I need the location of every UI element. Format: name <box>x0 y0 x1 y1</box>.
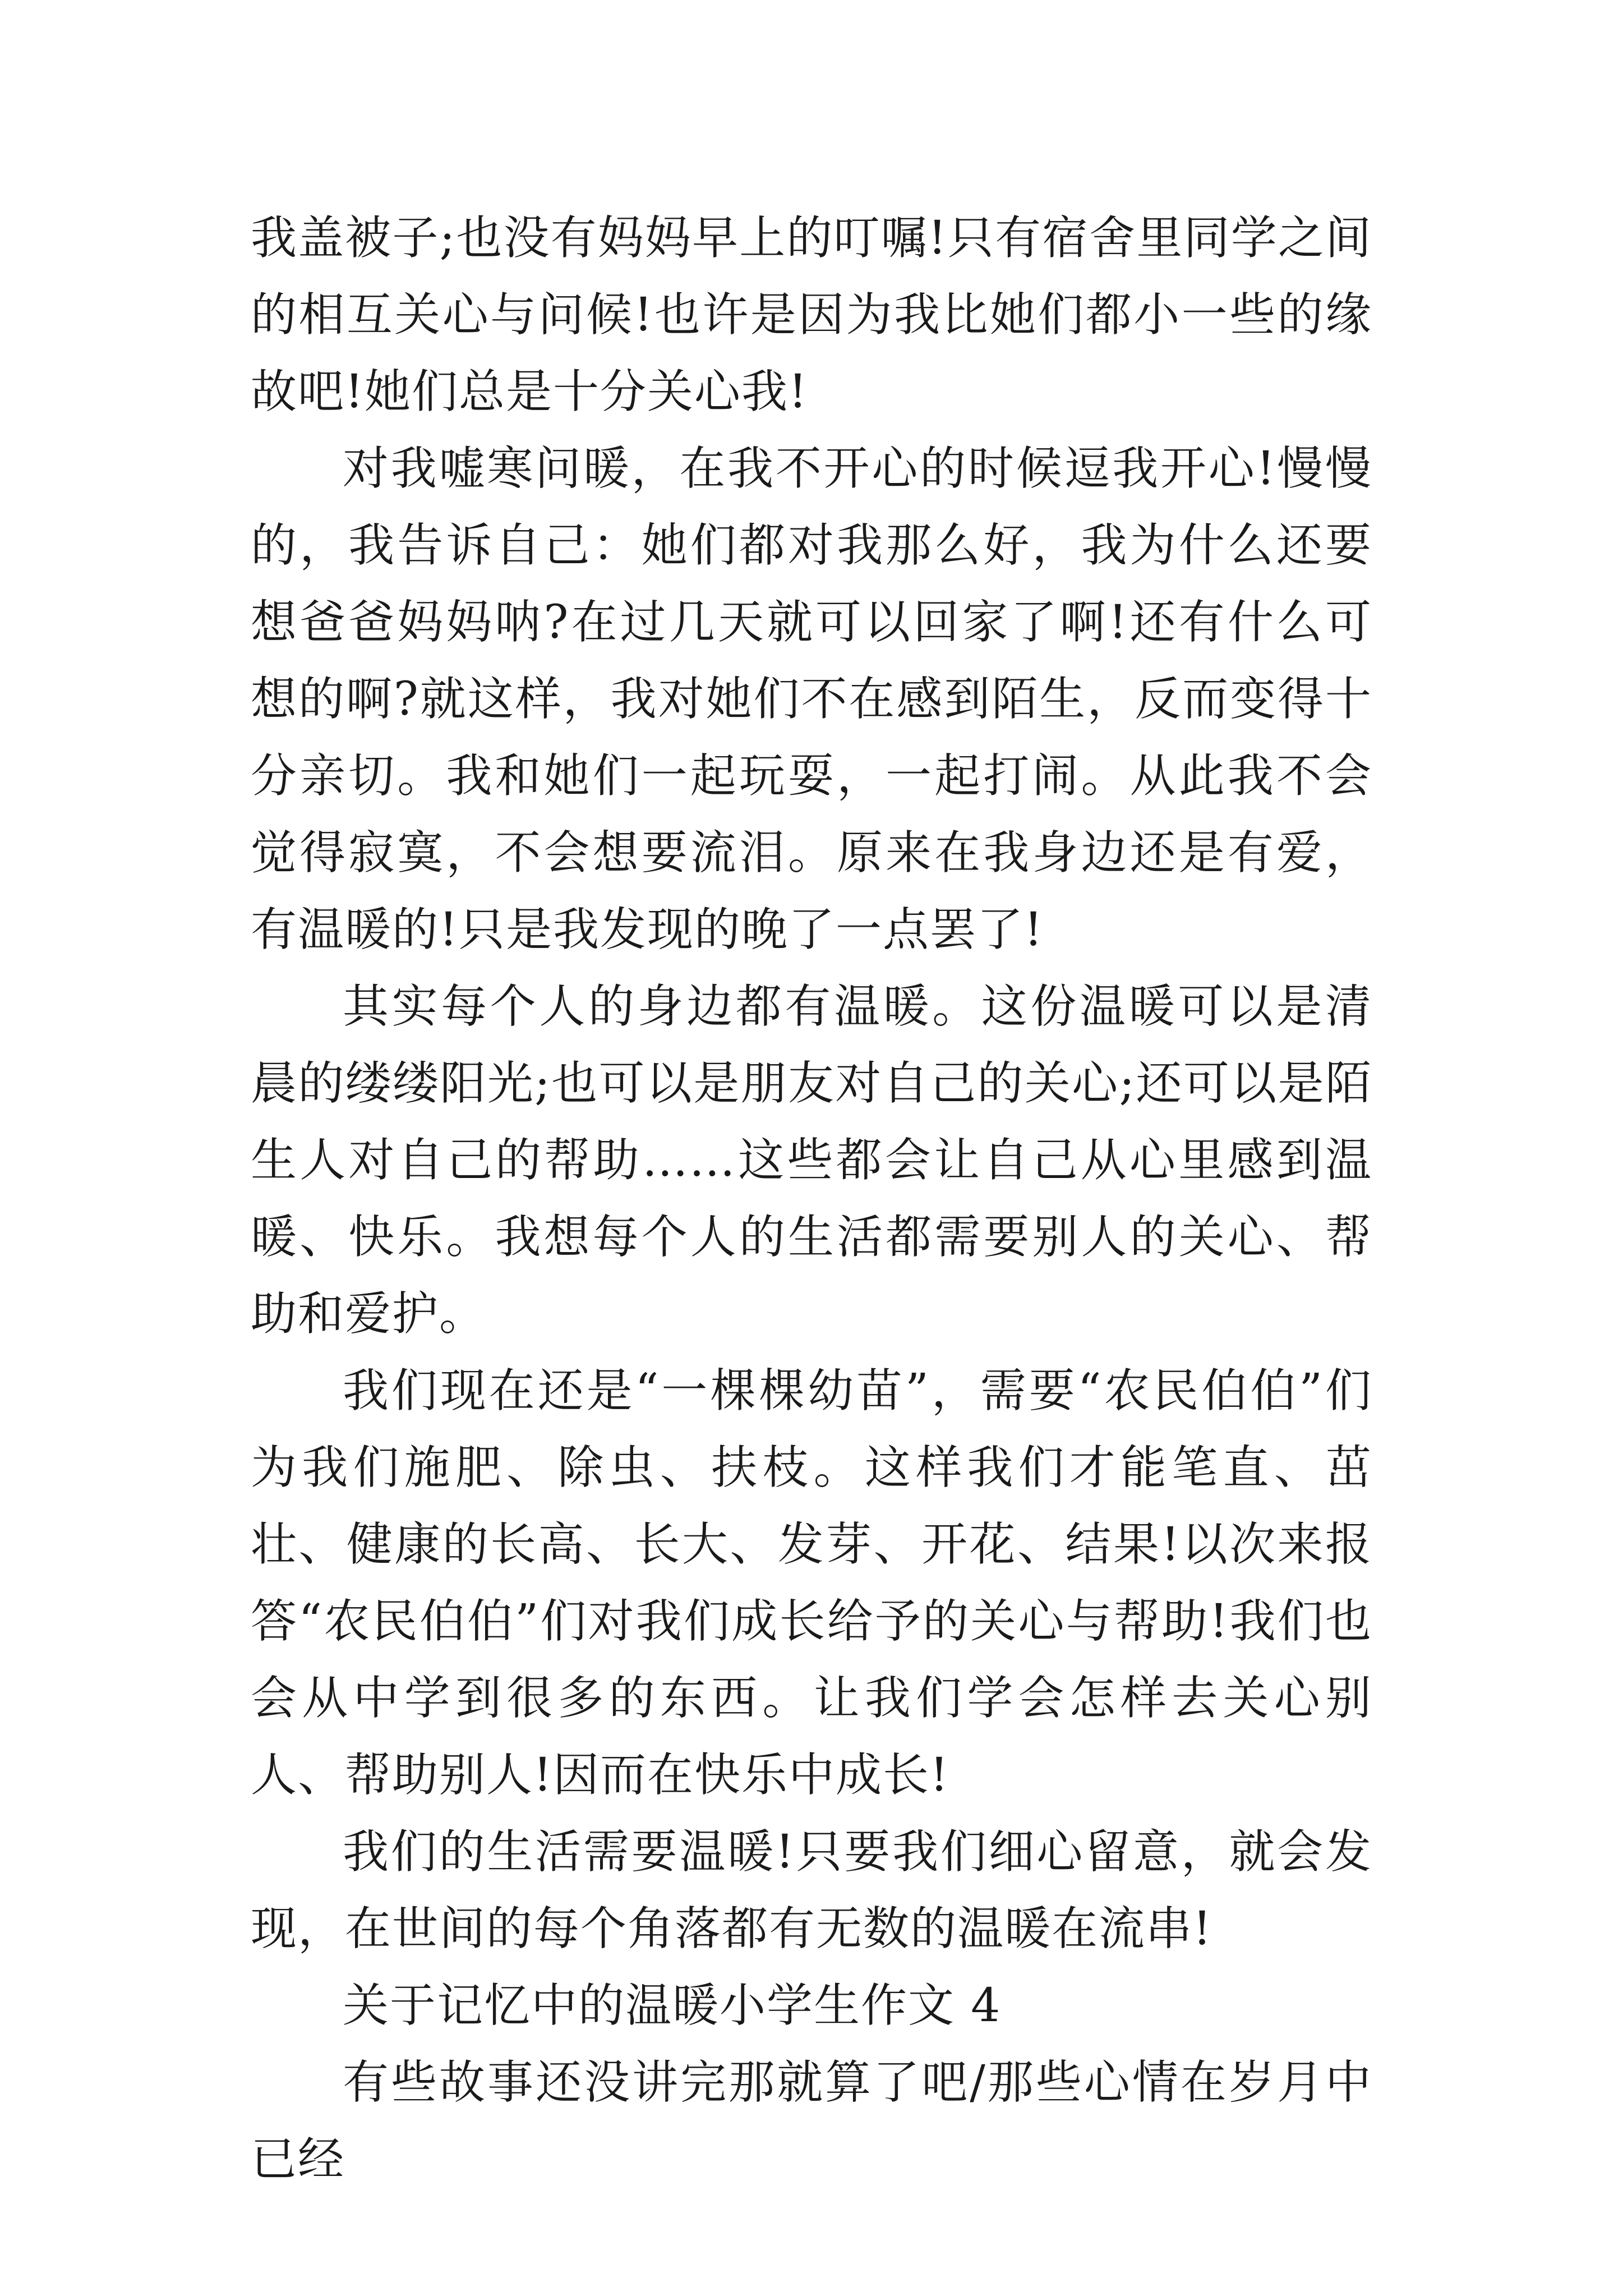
paragraph-2: 对我嘘寒问暖，在我不开心的时候逗我开心!慢慢的，我告诉自己：她们都对我那么好，我为什么还要想爸爸妈妈呐?在过几天就可以回家了啊!还有什么可想的啊?就这样，我对她们不在感到陌生，反而变得十分亲切。我和她们一起玩耍，一起打闹。从此我不会觉得寂寞，不会想要流泪。原来在我身边还是有爱，有温暖的!只是我发现的晚了一点罢了! <box>251 442 1372 956</box>
paragraph-4: 我们现在还是“一棵棵幼苗”，需要“农民伯伯”们为我们施肥、除虫、扶枝。这样我们才能笔直、茁壮、健康的长高、长大、发芽、开花、结果!以次来报答“农民伯伯”们对我们成长给予的关心与帮助!我们也会从中学到很多的东西。让我们学会怎样去关心别人、帮助别人!因而在快乐中成长! <box>251 1364 1372 1802</box>
paragraph-1: 我盖被子;也没有妈妈早上的叮嘱!只有宿舍里同学之间的相互关心与问候!也许是因为我比她们都小一些的缘故吧!她们总是十分关心我! <box>251 211 1372 418</box>
paragraph-5: 我们的生活需要温暖!只要我们细心留意，就会发现，在世间的每个角落都有无数的温暖在流串! <box>251 1825 1372 1955</box>
paragraph-6: 有些故事还没讲完那就算了吧/那些心情在岁月中已经 <box>251 2056 1372 2186</box>
section-heading: 关于记忆中的温暖小学生作文 4 <box>343 1979 1002 2032</box>
paragraph-3: 其实每个人的身边都有温暖。这份温暖可以是清晨的缕缕阳光;也可以是朋友对自己的关心;还可以是陌生人对自己的帮助……这些都会让自己从心里感到温暖、快乐。我想每个人的生活都需要别人的关心、帮助和爱护。 <box>251 980 1372 1341</box>
document-body <box>251 200 1372 2198</box>
